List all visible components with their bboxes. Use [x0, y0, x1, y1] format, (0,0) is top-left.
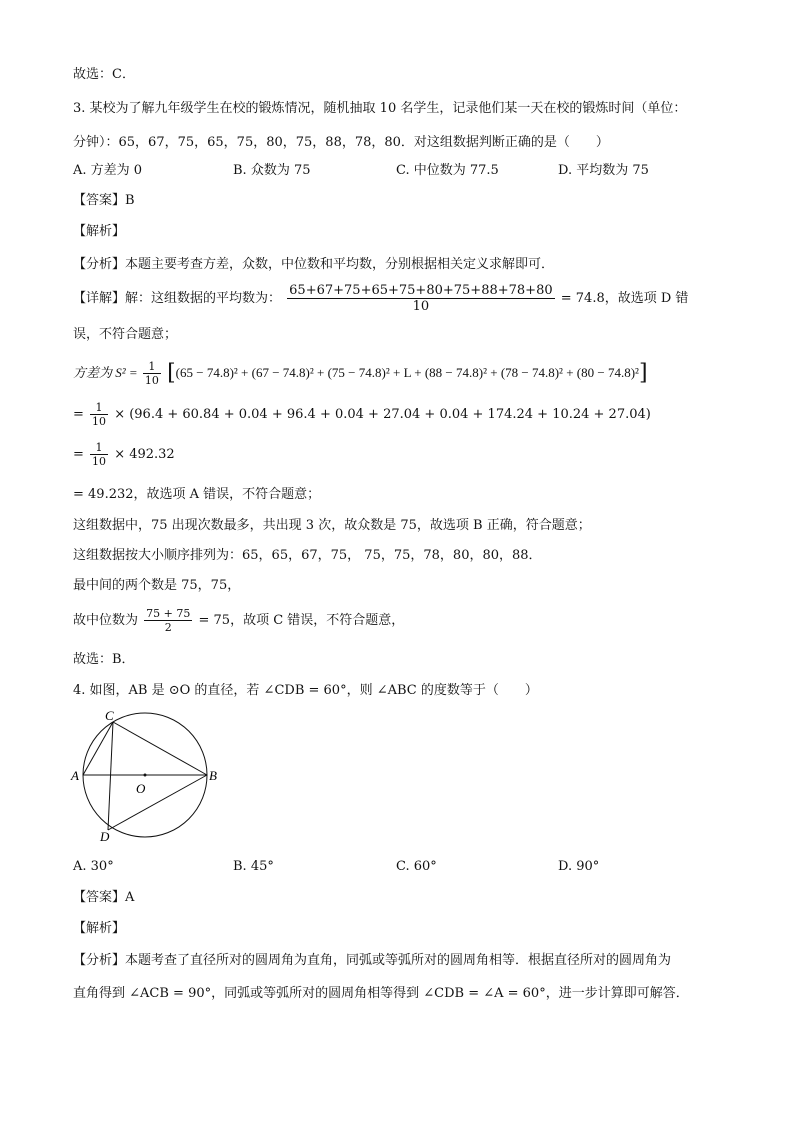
q3-analysis-heading: 【解析】	[73, 224, 126, 239]
q3-mean-fraction	[287, 283, 554, 314]
q3-fenxi: 【分析】本题主要考查方差，众数，中位数和平均数，分别根据相关定义求解即可．	[73, 257, 555, 272]
q3-variance-prefix: 方差为 S² =	[73, 365, 141, 380]
fraction-numerator: 1	[143, 360, 161, 374]
q3-variance-line	[73, 356, 648, 391]
q3-variance-step1	[73, 398, 651, 432]
q4-option-d: D. 90°	[558, 859, 600, 874]
step2-expression: × 492.32	[114, 447, 175, 462]
fraction-numerator: 1	[90, 401, 108, 415]
q3-sorted: 这组数据按大小顺序排列为：65，65，67，75， 75，75，78，80，80，88．	[73, 548, 542, 563]
segment-cd	[108, 722, 113, 830]
q4-fenxi: 【分析】本题考查了直径所对的圆周角为直角，同弧或等弧所对的圆周角相等．根据直径所对的圆周角为	[73, 953, 672, 968]
circle-diagram	[70, 708, 230, 848]
segment-db	[108, 775, 207, 830]
equals-sign: =	[73, 447, 84, 462]
q3-median-line	[73, 604, 404, 638]
q3-detail-cont: 误，不符合题意；	[73, 327, 178, 342]
q3-mean-denominator: 10	[412, 299, 430, 314]
q3-variance-step2	[73, 438, 175, 472]
question-3-stem-cont: 分钟）：65，67，75，65，75，80，75，88，78，80．对这组数据判断正确的是（ ）	[73, 135, 609, 150]
q3-mean-line	[73, 282, 688, 316]
step1-expression: × (96.4 + 60.84 + 0.04 + 96.4 + 0.04 + 27.04 + 0.04 + 174.24 + 10.24 + 27.04)	[114, 407, 651, 422]
right-bracket: ]	[638, 360, 648, 386]
q3-median-prefix: 故中位数为	[73, 613, 139, 628]
q4-option-c: C. 60°	[396, 859, 437, 874]
label-a: A	[71, 768, 79, 783]
q4-answer: 【答案】A	[73, 890, 135, 905]
question-3-stem: 3. 某校为了解九年级学生在校的锻炼情况，随机抽取 10 名学生，记录他们某一天在校的锻炼时间（单位：	[73, 101, 687, 116]
q3-option-c: C. 中位数为 77.5	[396, 163, 499, 178]
q3-mode: 这组数据中，75 出现次数最多，共出现 3 次，故众数是 75，故选项 B 正确，符合题意；	[73, 518, 591, 533]
label-c: C	[105, 708, 114, 723]
q3-answer: 【答案】B	[73, 193, 135, 208]
fraction-denominator: 10	[92, 455, 107, 468]
q3-choose: 故选：B．	[73, 652, 135, 667]
q3-option-d: D. 平均数为 75	[558, 163, 649, 178]
q3-middle: 最中间的两个数是 75，75，	[73, 578, 241, 593]
q3-option-b: B. 众数为 75	[233, 163, 311, 178]
fraction	[90, 441, 108, 468]
label-o: O	[136, 781, 146, 796]
q4-option-b: B. 45°	[233, 859, 274, 874]
question-4-stem: 4. 如图，AB 是 ⊙O 的直径，若 ∠CDB = 60°，则 ∠ABC 的度数等于（ ）	[73, 683, 538, 698]
q3-median-result: = 75，故项 C 错误，不符合题意，	[198, 613, 405, 628]
fraction	[90, 401, 108, 428]
fraction-numerator: 75 + 75	[146, 607, 191, 620]
segment-cb	[113, 722, 207, 775]
q3-mean-result: = 74.8，故选项 D 错	[560, 291, 689, 306]
q3-variance-result: = 49.232，故选项 A 错误，不符合题意；	[73, 487, 321, 502]
equals-sign: =	[73, 407, 84, 422]
label-b: B	[209, 768, 217, 783]
label-d: D	[100, 829, 110, 844]
q4-analysis-heading: 【解析】	[73, 921, 126, 936]
center-point	[144, 774, 147, 777]
q3-variance-fraction	[143, 360, 161, 387]
q4-option-a: A. 30°	[73, 859, 114, 874]
q4-fenxi-cont: 直角得到 ∠ACB = 90°，同弧或等弧所对的圆周角相等得到 ∠CDB = ∠A = 60°，进一步计算即可解答．	[73, 986, 689, 1001]
fraction-denominator: 2	[164, 621, 172, 634]
fraction-numerator: 1	[90, 441, 108, 455]
fraction-denominator: 10	[92, 415, 107, 428]
segment-ac	[83, 722, 113, 775]
left-bracket: [	[167, 360, 176, 386]
q3-detail-prefix: 【详解】解：这组数据的平均数为：	[73, 291, 282, 306]
q3-mean-numerator: 65+67+75+65+75+80+75+88+78+80	[289, 283, 553, 298]
q3-option-a: A. 方差为 0	[73, 163, 143, 178]
fraction-denominator: 10	[144, 374, 159, 387]
q3-median-fraction	[144, 607, 192, 634]
q3-variance-terms: (65 − 74.8)² + (67 − 74.8)² + (75 − 74.8)² + L + (88 − 74.8)² + (78 − 74.8)² + (80 − 74.8)²	[175, 365, 639, 380]
prev-answer-line: 故选：C．	[73, 67, 135, 82]
